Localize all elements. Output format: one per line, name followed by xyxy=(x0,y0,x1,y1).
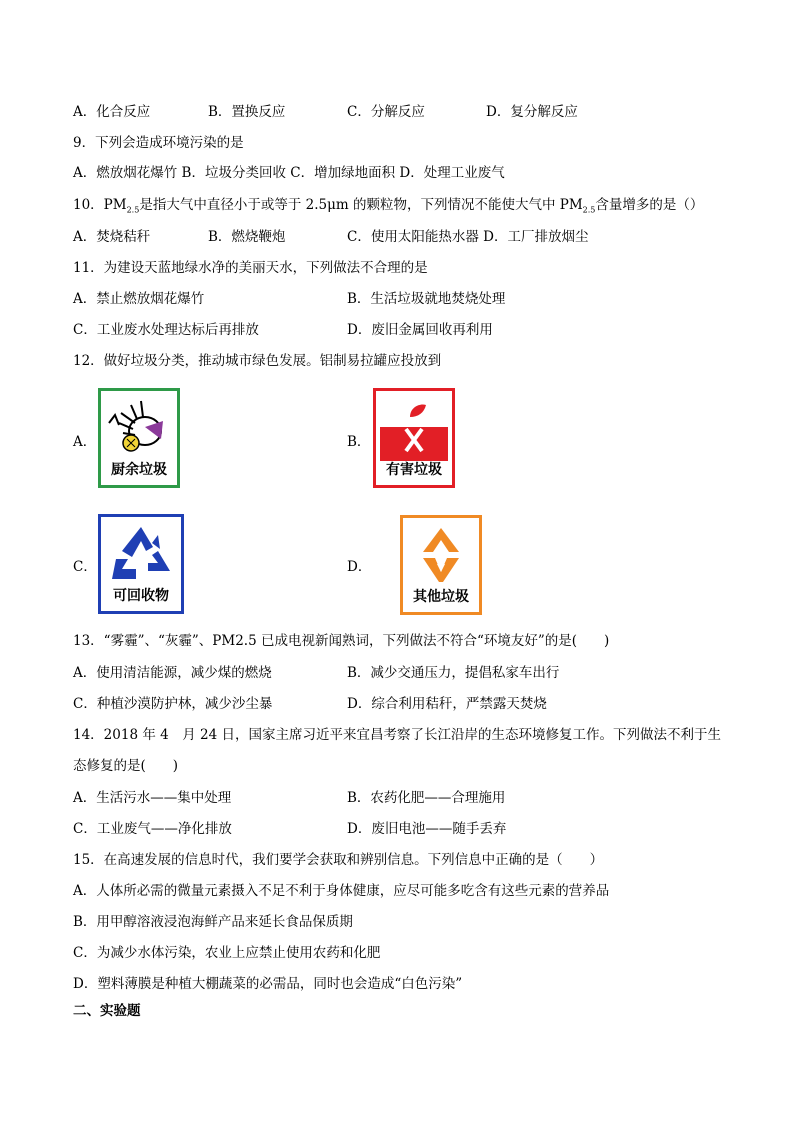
q13-stem: 13．“雾霾”、“灰霾”、PM2.5 已成电视新闻熟词，下列做法不符合“环境友好”的是( ) xyxy=(73,633,610,649)
q9-stem: 9．下列会造成环境污染的是 xyxy=(73,135,244,151)
q12-label-a: A． xyxy=(73,434,97,450)
q11-option-c: C．工业废水处理达标后再排放 xyxy=(73,322,259,338)
q13-option-d: D．综合利用秸秆，严禁露天焚烧 xyxy=(347,696,547,712)
hazardous-waste-caption: 有害垃圾 xyxy=(386,462,442,478)
q10-stem xyxy=(73,195,703,215)
q10-stem-post: 含量增多的是（） xyxy=(595,197,704,213)
q10-stem-pre: 10．PM xyxy=(73,197,127,213)
q15-option-a: A．人体所必需的微量元素摄入不足不利于身体健康，应尽可能多吃含有这些元素的营养品 xyxy=(73,883,610,899)
q8-option-a: A．化合反应 xyxy=(73,104,151,120)
q11-option-d: D．废旧金属回收再利用 xyxy=(347,322,493,338)
q8-option-d: D．复分解反应 xyxy=(486,104,578,120)
recyclable-caption: 可回收物 xyxy=(113,588,169,604)
q14-option-c: C．工业废气——净化排放 xyxy=(73,821,232,837)
q12-label-b: B． xyxy=(347,434,371,450)
q14-stem-line2: 态修复的是( ) xyxy=(73,758,179,774)
q8-option-b: B．置换反应 xyxy=(208,104,286,120)
q12-stem: 12．做好垃圾分类，推动城市绿色发展。铝制易拉罐应投放到 xyxy=(73,353,442,369)
q15-option-c: C．为减少水体污染，农业上应禁止使用农药和化肥 xyxy=(73,945,381,961)
fish-bone-icon xyxy=(101,393,177,463)
kitchen-waste-bin-image xyxy=(98,388,180,488)
q14-option-a: A．生活污水——集中处理 xyxy=(73,790,232,806)
q14-stem-line1: 14．2018 年 4 月 24 日，国家主席习近平来宜昌考察了长江沿岸的生态环境修复工作。下列做法不利于生 xyxy=(73,727,721,743)
q14-option-d: D．废旧电池——随手丢弃 xyxy=(347,821,507,837)
q12-label-d: D． xyxy=(347,559,372,575)
q9-options: A．燃放烟花爆竹 B．垃圾分类回收 C．增加绿地面积 D．处理工业废气 xyxy=(73,165,505,181)
q10-stem-mid: 是指大气中直径小于或等于 2.5μm 的颗粒物，下列情况不能使大气中 PM xyxy=(139,197,583,213)
q10-option-b: B．燃烧鞭炮 xyxy=(208,229,286,245)
q14-option-b: B．农药化肥——合理施用 xyxy=(347,790,506,806)
q10-subscript-2: 2.5 xyxy=(582,205,596,215)
q10-subscript-1: 2.5 xyxy=(126,205,140,215)
hazardous-waste-bin-image xyxy=(373,388,455,488)
q15-stem: 15．在高速发展的信息时代，我们要学会获取和辨别信息。下列信息中正确的是（ ） xyxy=(73,852,604,868)
q15-option-b: B．用甲醇溶液浸泡海鲜产品来延长食品保质期 xyxy=(73,914,353,930)
other-waste-caption: 其他垃圾 xyxy=(413,589,469,605)
section-heading-experiment: 二、实验题 xyxy=(73,1003,141,1019)
kitchen-waste-caption: 厨余垃圾 xyxy=(111,462,167,478)
q11-option-a: A．禁止燃放烟花爆竹 xyxy=(73,291,205,307)
q15-option-d: D．塑料薄膜是种植大棚蔬菜的必需品，同时也会造成“白色污染” xyxy=(73,976,463,992)
hazardous-icon xyxy=(380,395,448,461)
q8-option-c: C．分解反应 xyxy=(347,104,425,120)
q10-option-cd: C．使用太阳能热水器 D．工厂排放烟尘 xyxy=(347,229,589,245)
other-waste-icon xyxy=(403,520,479,588)
recyclable-bin-image xyxy=(98,514,184,614)
other-waste-bin-image xyxy=(400,515,482,615)
q13-option-a: A．使用清洁能源，减少煤的燃烧 xyxy=(73,665,272,681)
q11-option-b: B．生活垃圾就地焚烧处理 xyxy=(347,291,506,307)
q12-label-c: C． xyxy=(73,559,97,575)
q10-option-a: A．焚烧秸秆 xyxy=(73,229,151,245)
recycle-icon xyxy=(106,521,176,587)
q11-stem: 11．为建设天蓝地绿水净的美丽天水，下列做法不合理的是 xyxy=(73,260,428,276)
q13-option-c: C．种植沙漠防护林，减少沙尘暴 xyxy=(73,696,273,712)
q13-option-b: B．减少交通压力，提倡私家车出行 xyxy=(347,665,560,681)
